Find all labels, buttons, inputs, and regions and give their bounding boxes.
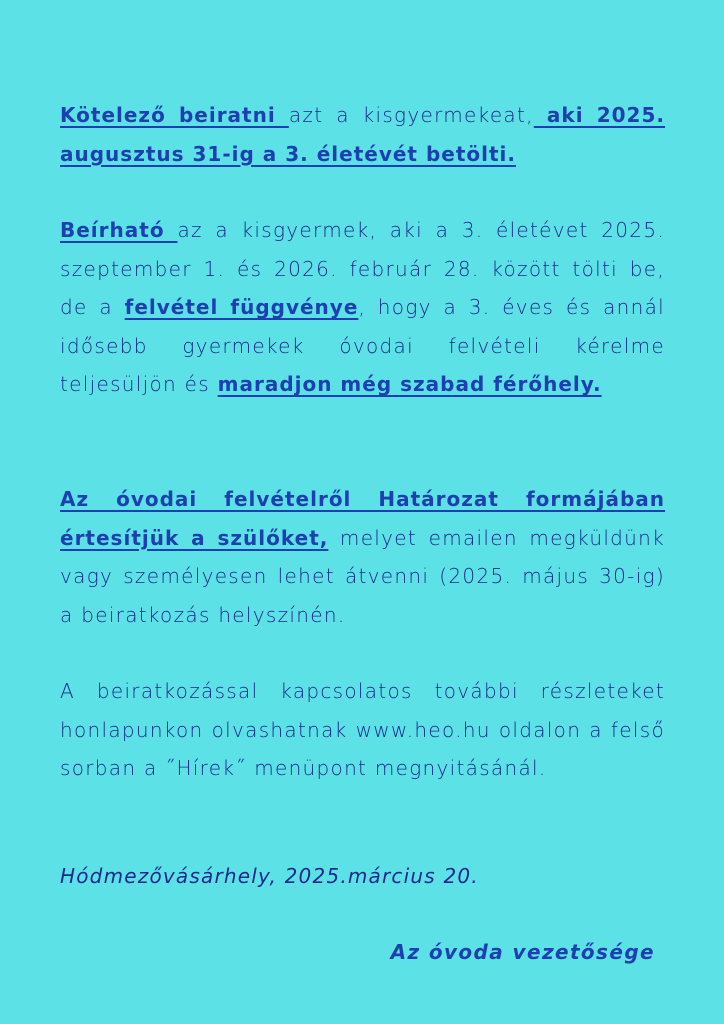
mandatory-enrollment-paragraph: [60, 96, 665, 173]
mandatory-enrollment-deadline: aki 2025. augusztus 31-ig a 3. életévét betölti.: [60, 103, 665, 166]
decision-paragraph: [60, 480, 665, 634]
optional-enrollment-paragraph: [60, 211, 665, 404]
optional-enrollment-text-2: , hogy a 3. éves és annál idősebb gyermekek óvodai felvételi kérelme teljesüljön és: [60, 295, 665, 396]
mandatory-enrollment-heading: Kötelező beiratni: [60, 103, 289, 127]
decision-notice: Az óvodai felvételről Határozat formájában értesítjük a szülőket,: [60, 487, 665, 550]
place-and-date: Hódmezővásárhely, 2025.március 20.: [60, 864, 479, 888]
free-place-condition: maradjon még szabad férőhely.: [217, 372, 602, 396]
mandatory-enrollment-text: azt a kisgyermekeat,: [288, 103, 534, 127]
optional-enrollment-heading: Beírható: [60, 218, 178, 242]
signature: Az óvoda vezetősége: [390, 940, 655, 964]
decision-delivery-text: melyet emailen megküldünk vagy személyesen lehet átvenni (2025. május 30-ig) a beiratkozás helyszínén.: [60, 525, 666, 627]
website-info-paragraph: A beiratkozással kapcsolatos további részleteket honlapunkon olvashatnak www.heo.hu oldalon a felső sorban a ˝Hírek˝ menüpont megnyitásánál.: [60, 679, 665, 780]
optional-enrollment-text: az a kisgyermek, aki a 3. életévet 2025. szeptember 1. és 2026. február 28. között tölti be, de a: [60, 218, 665, 319]
admission-condition: felvétel függvénye: [124, 295, 359, 319]
